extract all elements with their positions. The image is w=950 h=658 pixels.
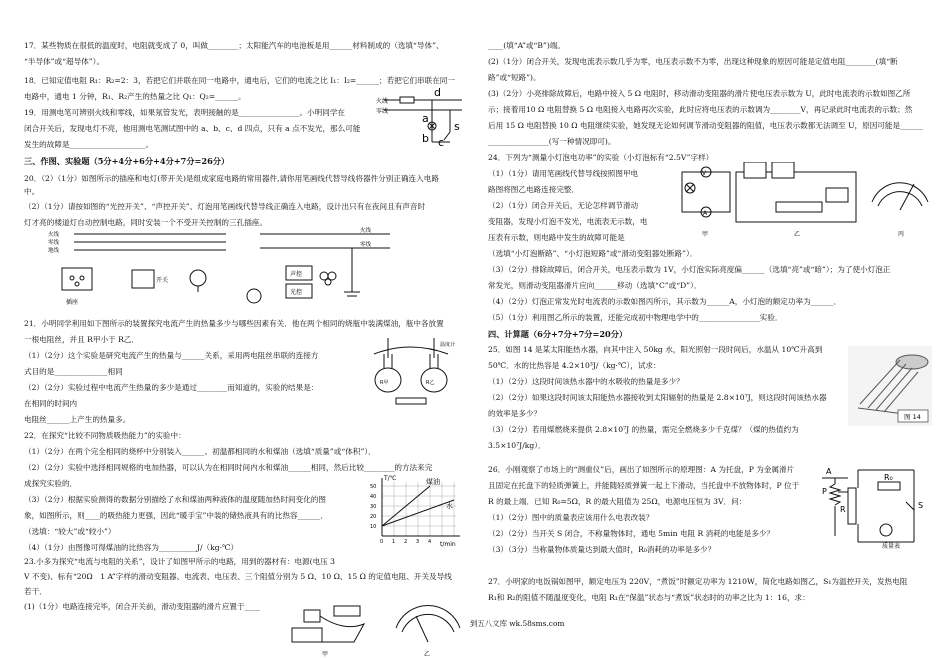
q26-label-R0: R₀ xyxy=(884,473,893,482)
q21-line-6: 在相同的时间内 xyxy=(24,399,78,408)
q21-r-yi-label: R乙 xyxy=(426,380,435,386)
q24-line-6: 压表有示数，则电路中发生的故障可能是 xyxy=(488,233,625,242)
q24-line-5: 变阻器，发现小灯泡不发光，电流表无示数，电 xyxy=(488,217,648,226)
q22-x-axis-label: t/min xyxy=(440,541,456,548)
q19-label-c: c xyxy=(438,136,445,148)
q26-line-3: R 的最上端．已知 R₀=5Ω，R 的最大阻值为 25Ω，电源电压恒为 3V．问： xyxy=(488,497,747,506)
q23-cont-line-7: ________________(写一种情况即可)。 xyxy=(488,137,616,146)
q23-figure-label-jia: 甲 xyxy=(322,651,329,658)
q22-y-tick: 40 xyxy=(370,494,377,500)
q27-line-1: 27．小明家的电饭锅如图甲，额定电压为 220V，“煮饭”时额定功率为 1210W，简化电路如图乙，S₁为温控开关，发热电阻 xyxy=(488,577,908,586)
q19-neutral-label: 零线 xyxy=(376,108,389,115)
q22-line-2: （1）（2分）在两个完全相同的烧杯中分别装入______、初温都相同的水和煤油（选填“质量”或“体积”）． xyxy=(24,447,376,456)
q19-label-b: b xyxy=(422,132,429,145)
section-3-heading: 三、作图、实验题（5分+4分+6分+4分+7分=26分） xyxy=(24,156,230,166)
q22-x-tick: 1 xyxy=(392,539,396,545)
q24-figure-label-bing: 丙 xyxy=(898,231,905,238)
q21-thermometer-label: 温度计 xyxy=(440,342,456,348)
q21-line-3: （1）（2分）这个实验是研究电流产生的热量与______关系，采用两电阻丝串联的连接方 xyxy=(24,351,319,360)
q23-line-2: V 不变)、标有“20Ω 1 A”字样的滑动变阻器、电流表、电压表、三个阻值分别为 5 Ω、10 Ω、15 Ω 的定值电阻、开关及导线 xyxy=(24,572,452,581)
q20-neutral-wire-label: 零线 xyxy=(48,240,60,246)
q20-socket-label: 插座 xyxy=(66,299,79,306)
q26-label-S: S xyxy=(918,501,924,510)
q21-line-2: 一根电阻丝，并且 R甲小于 R乙． xyxy=(24,335,139,344)
q23-figure-label-yi: 乙 xyxy=(424,651,431,658)
q22-y-tick: 30 xyxy=(370,504,377,510)
q24-line-4: （2）（1分）闭合开关后，无论怎样调节滑动 xyxy=(488,201,639,210)
q26-line-5: （2）（2分）当开关 S 闭合，不称量物体时，通电 5min 电阻 R 消耗的电能是多少？ xyxy=(488,529,775,538)
q18-line-1: 18．已知定值电阻 R₁：R₂=2：3，若把它们并联在同一电路中，通电后，它们的电流之比 I₁：I₂=______；若把它们串联在同一 xyxy=(24,76,455,85)
q19-label-d: d xyxy=(434,86,441,99)
q17-line-1: 17．某些物质在很低的温度时，电阻就变成了 0，叫做________；太阳能汽车的电池板是用______材料制成的（选填“导体”、 xyxy=(24,41,444,50)
q22-x-tick: 0 xyxy=(380,539,384,545)
q20b-light-switch-label: 光控 xyxy=(290,289,303,296)
q26-label-A: A xyxy=(826,467,832,476)
q23-cont-line-2: (2)（1分）闭合开关，发现电流表示数几乎为零，电压表示数不为零，出现这种现象的原因可能是定值电阻________(填“断 xyxy=(488,57,898,66)
q26-label-P: P xyxy=(822,487,827,496)
page-footer-watermark: 到五八文库 wk.58sms.com xyxy=(470,619,565,628)
q25-line-5: 的效率是多少？ xyxy=(488,409,542,418)
q25-line-4: （2）（2分）如果这段时间该太阳能热水器接收到太阳辐射的热量是 2.8×10⁷J，则这段时间该热水器 xyxy=(488,393,827,402)
q19-line-3: 发生的故障是____________________。 xyxy=(24,140,154,149)
q21-line-5: （2）（2分）实验过程中电流产生热量的多少是通过________而知道的，实验的结果是： xyxy=(24,383,319,392)
q25-line-2: 50℃．水的比热容是 4.2×10³J/（kg·℃），试求： xyxy=(488,361,661,370)
q22-line-1: 22．在探究“比较不同物质吸热能力”的实验中： xyxy=(24,431,186,440)
q20-live-wire-label: 火线 xyxy=(48,232,60,238)
q24-line-11: （5）（1分）利用图乙所示的装置，还能完成初中物理电学中的________________实验． xyxy=(488,313,783,322)
q22-y-axis-label: T/℃ xyxy=(384,475,397,482)
q20-household-circuit-figure xyxy=(48,228,228,312)
q24-line-2: （1）（1分）请用笔画线代替导线按照图甲电 xyxy=(488,169,639,178)
q22-y-tick: 20 xyxy=(370,514,377,520)
q23-cont-line-1: ____(填“A”或“B”)端。 xyxy=(488,41,565,50)
q22-temperature-graph xyxy=(366,474,464,550)
q24-figure-label-yi: 乙 xyxy=(794,231,801,238)
q20b-sound-switch-label: 声控 xyxy=(290,271,303,278)
q22-line-5: （3）（2分）根据实验测得的数据分别描绘了水和煤油两种液体的温度随加热时间变化的图 xyxy=(24,495,327,504)
q20-ground-wire-label: 地线 xyxy=(48,248,60,254)
q25-figure-caption: 图 14 xyxy=(904,413,921,421)
q24-voltmeter-symbol: V xyxy=(702,170,707,177)
q26-mass-meter-label: 质量表 xyxy=(882,543,901,550)
q23-line-4: (1)（1分）电路连接完毕，闭合开关前，滑动变阻器的滑片应置于____ xyxy=(24,602,260,611)
q25-line-6: （3）（2分）若用煤燃烧来提供 2.8×10⁷J 的热量，需完全燃烧多少千克煤？（煤的热值约为 xyxy=(488,425,799,434)
q25-line-1: 25．如图 14 是某太阳能热水器，向其中注入 50kg 水，阳光照射一段时间后，水温从 10℃升高到 xyxy=(488,345,823,354)
q20b-live-label: 火线 xyxy=(360,228,372,234)
q26-line-4: （1）（2分）图中的质量表应该用什么电表改装？ xyxy=(488,513,654,522)
q21-line-4: 式目的是______________相同 xyxy=(24,367,123,376)
q23-circuit-figure xyxy=(284,602,464,658)
q23-cont-line-5: 示；接着用10 Ω 电阻替换 5 Ω 电阻接入电路再次实验，此时应将电压表的示数调为________V，再记录此时电流表的示数；然 xyxy=(488,105,913,114)
q24-ammeter-symbol: A xyxy=(703,210,708,217)
q22-line-8: （4）（1分）由图像可得煤油的比热容为__________J/（kg·℃） xyxy=(24,543,239,552)
q26-line-2: 且固定在托盘下的轻质弹簧上，并能随轻质弹簧一起上下滑动，当托盘中不放物体时，P 位于 xyxy=(488,481,800,490)
section-4-heading: 四、计算题（6分+7分+7分=20分） xyxy=(488,329,628,339)
q26-line-1: 26．小刚观察了市场上的“测重仪”后，画出了如图所示的原理图：A 为托盘，P 为金属滑片 xyxy=(488,465,795,474)
q23-line-1: 23.小多为探究“电流与电阻的关系”，设计了如图甲所示的电路，用到的器材有：电源(电压 3 xyxy=(24,557,336,566)
q23-cont-line-3: 路”或“短路”)。 xyxy=(488,73,541,82)
q20-line-1: 20．（2）（1分）如图所示的插座和电灯(带开关)是组成家庭电路的常用器件,请你用笔画线代替导线将器件分别正确连入电路 xyxy=(24,174,439,183)
q23-line-3: 若干． xyxy=(24,587,47,596)
q19-label-a: a xyxy=(422,112,429,125)
q23-cont-line-4: (3)（2分）小亮排除故障后，电路中接入 5 Ω 电阻时，移动滑动变阻器的滑片使电压表示数为 U，此时电流表的示数如图乙所 xyxy=(488,89,911,98)
q22-series-water: 水 xyxy=(446,502,453,510)
q19-live-label: 火线 xyxy=(376,98,389,105)
q20-switch-label: 开关 xyxy=(156,277,169,284)
q22-x-tick: 4 xyxy=(428,539,432,545)
q24-line-9: 常发光，则滑动变阻器滑片应向______移动（选填“C”或“D”）． xyxy=(488,281,702,290)
q24-circuit-figures xyxy=(676,162,932,242)
q19-circuit-figure xyxy=(376,86,464,148)
q26-weighing-circuit-figure xyxy=(818,462,932,550)
q24-line-7: （选填“小灯泡断路”、“小灯泡短路”或“滑动变阻器处断路”）． xyxy=(488,249,698,258)
q25-solar-heater-figure xyxy=(848,346,932,426)
q26-line-6: （3）（3分）当称量物体质量达到最大值时，R₀消耗的功率是多少？ xyxy=(488,545,716,554)
q19-line-2: 闭合开关后，发现电灯不亮，他用测电笔测试图中的 a、b、c、d 四点，只有 a 点不发光，那么可能 xyxy=(24,124,361,133)
q22-line-7: （选填：“较大”或“较小”） xyxy=(24,527,116,536)
q26-label-R: R xyxy=(840,505,846,514)
q22-x-tick: 2 xyxy=(404,539,408,545)
q22-x-tick: 3 xyxy=(416,539,420,545)
q20-line-3: （2）（1分）请按如图的“光控开关”、“声控开关”、灯泡用笔画线代替导线正确连入电路，设计出只有在夜间且有声音时 xyxy=(24,202,426,211)
q22-y-tick: 10 xyxy=(370,524,377,530)
q24-line-3: 路图将图乙电路连接完整． xyxy=(488,185,580,194)
q22-series-kerosene: 煤油 xyxy=(426,478,440,486)
q17-line-2: “半导体”或“超导体”）。 xyxy=(24,57,105,66)
q25-line-7: 3.5×10⁷J/kg）． xyxy=(488,441,546,450)
q21-apparatus-figure xyxy=(360,336,460,410)
q21-line-1: 21．小明同学利用如下图所示的装置探究电流产生的热量多少与哪些因素有关．他在两个相同的烧瓶中装满煤油，瓶中各放置 xyxy=(24,319,444,328)
q25-line-3: （1）（2分）这段时间该热水器中的水吸收的热量是多少？ xyxy=(488,377,684,386)
q22-line-6: 象，如图所示，则____的吸热能力更强，因此“暖手宝”中装的储热液具有的比热容______． xyxy=(24,511,328,520)
q24-line-10: （4）（2分）灯泡正常发光时电流表的示数如图丙所示，其示数为______A，小灯泡的额定功率为______． xyxy=(488,297,842,306)
q20b-neutral-label: 零线 xyxy=(360,242,372,248)
q21-line-7: 电阻丝______上产生的热量多。 xyxy=(24,415,131,424)
q19-line-1: 19．用测电笔可辨别火线和零线，如果氖管发光，表明接触的是________________。小明同学在 xyxy=(24,108,346,117)
q21-r-jia-label: R甲 xyxy=(380,380,389,386)
q18-line-2: 电路中，通电 1 分钟，R₁、R₂产生的热量之比 Q₁：Q₂=______。 xyxy=(24,92,246,101)
q19-label-s: s xyxy=(454,120,460,133)
q24-line-8: （3）（2分）排除故障后，闭合开关，电压表示数为 1V，小灯泡实际亮度偏______（选填“亮”或“暗”）；为了使小灯泡正 xyxy=(488,265,891,274)
q27-line-2: R₁和 R₂的阻值不随温度变化，电阻 R₁在“保温”状态与“煮饭”状态时的功率之比为 1：16，求： xyxy=(488,593,810,602)
q20-line-4: 灯才亮的楼道灯自动控制电路，同时安装一个不受开关控制的三孔插座。 xyxy=(24,218,267,227)
q22-line-3: （2）（2分）实验中选择相同规格的电加热器，可以认为在相同时间内水和煤油______相同，然后比较________的方法来完 xyxy=(24,463,433,472)
q20-stairwell-circuit-figure xyxy=(232,226,392,312)
q20-line-2: 中。 xyxy=(24,187,40,196)
q22-line-4: 成探究实验的． xyxy=(24,479,78,488)
q24-line-1: 24．下列为“测量小灯泡电功率”的实验（小灯泡标有“2.5V”字样） xyxy=(488,153,714,162)
q23-cont-line-6: 后用 15 Ω 电阻替换 10 Ω 电阻继续实验，她发现无论如何调节滑动变阻器的阻值，电压表示数都无法调至 U，原因可能是______ xyxy=(488,121,923,130)
q22-y-tick: 50 xyxy=(370,484,377,490)
q24-figure-label-jia: 甲 xyxy=(702,231,709,238)
